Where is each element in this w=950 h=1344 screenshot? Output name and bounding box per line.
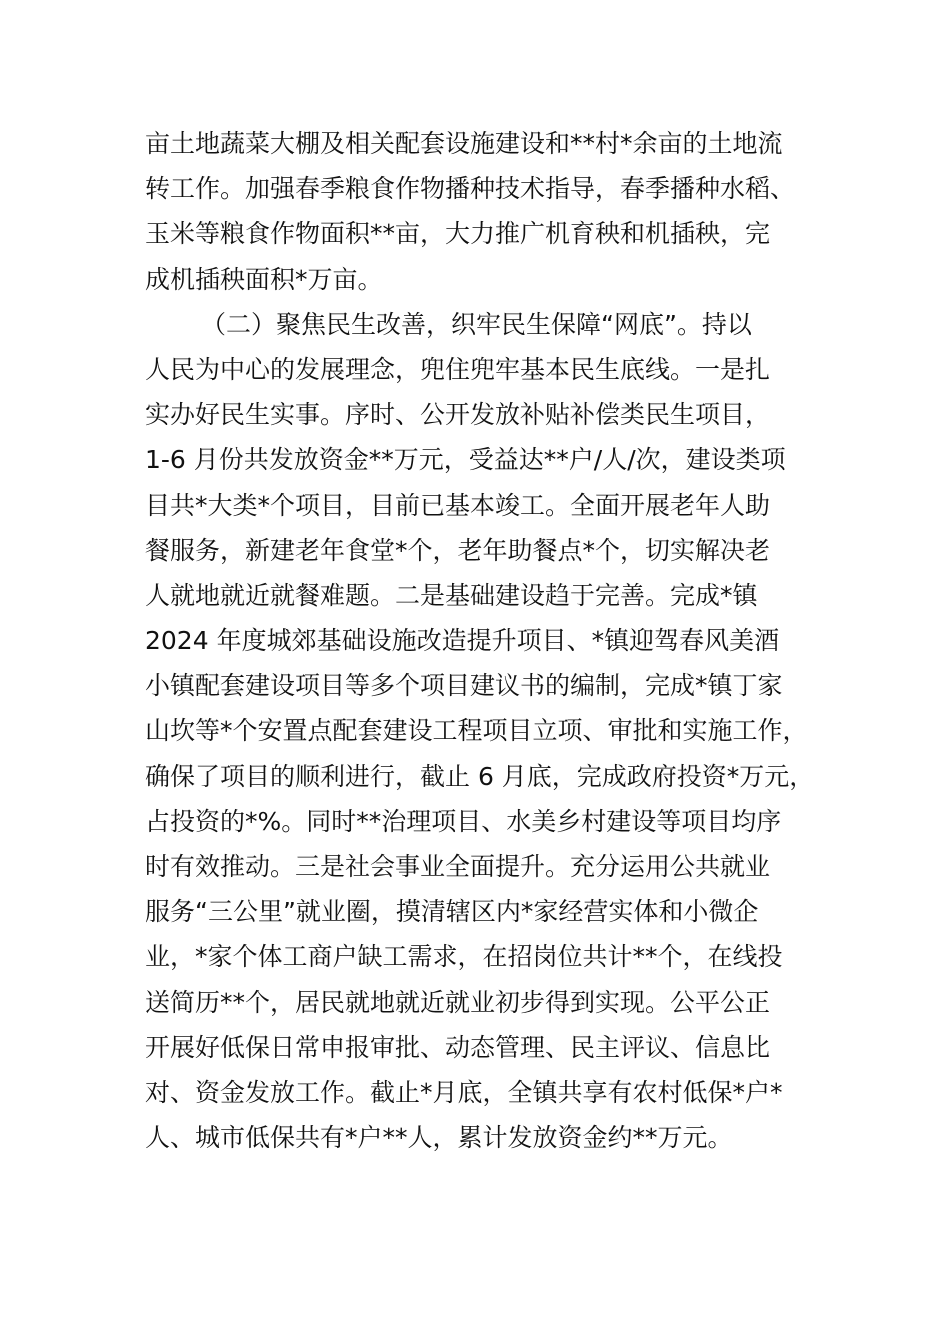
text-line: 占投资的*%。同时**治理项目、水美乡村建设等项目均序 xyxy=(145,806,782,836)
text-line: 送简历**个，居民就地就近就业初步得到实现。公平公正 xyxy=(145,987,771,1017)
text-line: 亩土地蔬菜大棚及相关配套设施建设和**村*余亩的土地流 xyxy=(145,129,783,158)
text-line: 人民为中心的发展理念，兜住兜牢基本民生底线。一是扎 xyxy=(145,354,771,384)
body-text xyxy=(145,121,825,1160)
text-line: 玉米等粮食作物面积**亩，大力推广机育秧和机插秧，完 xyxy=(145,219,771,249)
text-line: 实办好民生实事。序时、公开发放补贴补偿类民生项目， xyxy=(145,400,771,430)
text-line: 开展好低保日常申报审批、动态管理、民主评议、信息比 xyxy=(145,1032,771,1062)
text-line: 确保了项目的顺利进行，截止 6 月底，完成政府投资*万元， xyxy=(145,761,815,791)
text-line: 服务“三公里”就业圈，摸清辖区内*家经营实体和小微企 xyxy=(145,897,759,927)
text-line: 成机插秧面积*万亩。 xyxy=(145,264,383,294)
text-line: 山坎等*个安置点配套建设工程项目立项、审批和实施工作， xyxy=(145,716,808,746)
text-line: 时有效推动。三是社会事业全面提升。充分运用公共就业 xyxy=(145,852,771,881)
text-line: 餐服务，新建老年食堂*个，老年助餐点*个，切实解决老 xyxy=(145,535,771,565)
text-line: 业，*家个体工商户缺工需求，在招岗位共计**个，在线投 xyxy=(145,942,783,972)
text-line: 人、城市低保共有*户**人，累计发放资金约**万元。 xyxy=(145,1123,733,1153)
text-line: 转工作。加强春季粮食作物播种技术指导，春季播种水稻、 xyxy=(145,174,796,204)
text-line: 对、资金发放工作。截止*月底，全镇共享有农村低保*户* xyxy=(145,1077,783,1107)
text-line: 1-6 月份共发放资金**万元，受益达**户/人/次，建设类项 xyxy=(145,445,786,475)
text-line: 2024 年度城郊基础设施改造提升项目、*镇迎驾春风美酒 xyxy=(145,626,780,656)
text-line: 目共*大类*个项目，目前已基本竣工。全面开展老年人助 xyxy=(145,490,771,520)
section-heading-line: （二）聚焦民生改善，织牢民生保障“网底”。持以 xyxy=(201,309,752,339)
text-line: 人就地就近就餐难题。二是基础建设趋于完善。完成*镇 xyxy=(145,580,758,610)
text-line: 小镇配套建设项目等多个项目建议书的编制，完成*镇丁家 xyxy=(145,671,783,701)
